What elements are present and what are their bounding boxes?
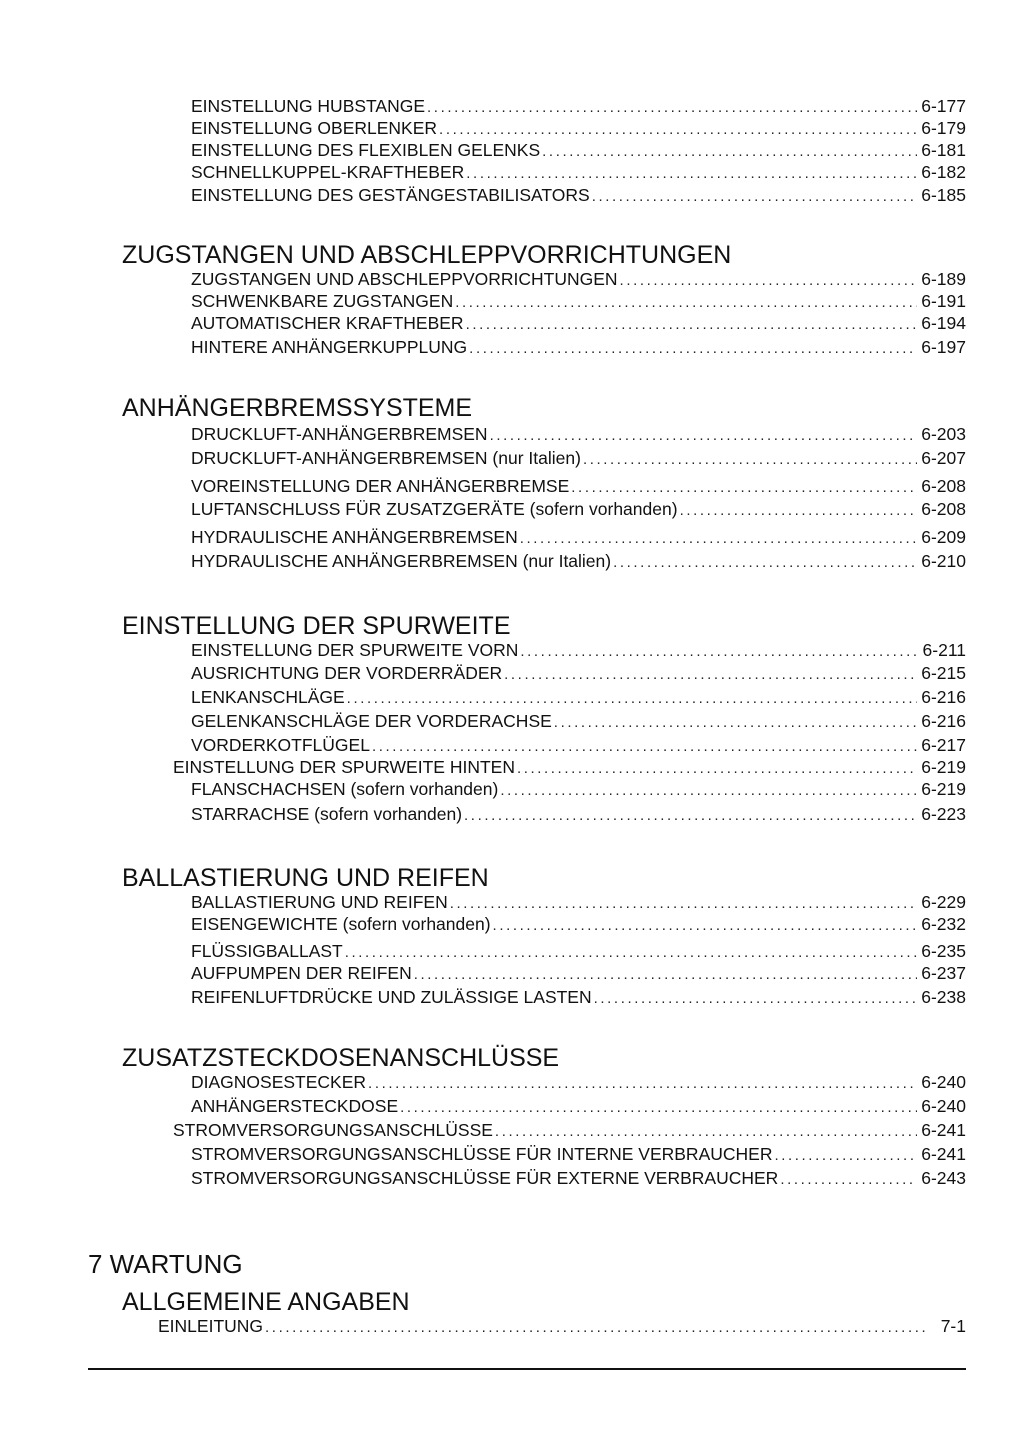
toc-entry-title: FLÜSSIGBALLAST bbox=[191, 941, 343, 961]
toc-entry-title: GELENKANSCHLÄGE DER VORDERACHSE bbox=[191, 711, 552, 731]
toc-entry-title: FLANSCHACHSEN (sofern vorhanden) bbox=[191, 779, 499, 799]
toc-entry-page: 6-211 bbox=[922, 640, 966, 660]
dot-leader bbox=[400, 1097, 917, 1117]
toc-entry[interactable] bbox=[191, 913, 966, 935]
toc-entry-page: 6-207 bbox=[921, 448, 966, 468]
toc-entry[interactable] bbox=[173, 1119, 966, 1141]
toc-entry-page: 6-223 bbox=[921, 804, 966, 824]
toc-entry-page: 6-241 bbox=[921, 1120, 966, 1140]
dot-leader bbox=[620, 270, 918, 290]
toc-entry-title: REIFENLUFTDRÜCKE UND ZULÄSSIGE LASTEN bbox=[191, 987, 592, 1007]
toc-entry-title: ANHÄNGERSTECKDOSE bbox=[191, 1096, 399, 1116]
toc-entry-page: 6-189 bbox=[921, 269, 966, 289]
toc-entry-page: 6-232 bbox=[921, 914, 966, 934]
dot-leader bbox=[594, 988, 918, 1008]
toc-entry-title: BALLASTIERUNG UND REIFEN bbox=[191, 892, 448, 912]
toc-entry[interactable] bbox=[191, 1095, 966, 1117]
toc-entry[interactable] bbox=[191, 940, 966, 962]
dot-leader bbox=[592, 186, 918, 206]
toc-entry-page: 6-177 bbox=[921, 96, 966, 116]
section-heading[interactable]: ALLGEMEINE ANGABEN bbox=[122, 1288, 410, 1316]
footer-rule bbox=[88, 1368, 966, 1370]
toc-entry[interactable] bbox=[191, 290, 966, 312]
toc-entry-title: ZUGSTANGEN UND ABSCHLEPPVORRICHTUNGEN bbox=[191, 269, 618, 289]
toc-entry-page: 6-210 bbox=[921, 551, 966, 571]
toc-entry-title: AUSRICHTUNG DER VORDERRÄDER bbox=[191, 663, 503, 683]
chapter-title[interactable]: 7 WARTUNG bbox=[88, 1249, 243, 1279]
toc-entry[interactable] bbox=[191, 498, 966, 520]
section-heading[interactable]: ZUGSTANGEN UND ABSCHLEPPVORRICHTUNGEN bbox=[122, 241, 732, 269]
section-heading[interactable]: ANHÄNGERBREMSSYSTEME bbox=[122, 394, 473, 422]
toc-entry-page: 6-182 bbox=[921, 162, 966, 182]
toc-entry[interactable] bbox=[191, 1167, 966, 1189]
dot-leader bbox=[680, 500, 918, 520]
toc-entry[interactable] bbox=[191, 268, 966, 290]
dot-leader bbox=[495, 1121, 917, 1141]
toc-entry-page: 6-240 bbox=[921, 1072, 966, 1092]
toc-entry-title: EINSTELLUNG OBERLENKER bbox=[191, 118, 438, 138]
toc-entry[interactable] bbox=[191, 526, 966, 548]
toc-entry-page: 6-179 bbox=[921, 118, 966, 138]
toc-entry-page: 6-241 bbox=[921, 1144, 966, 1164]
toc-entry[interactable] bbox=[191, 686, 966, 708]
toc-entry[interactable] bbox=[191, 550, 966, 572]
dot-leader bbox=[439, 119, 917, 139]
toc-entry[interactable] bbox=[191, 161, 966, 183]
toc-entry-title: AUFPUMPEN DER REIFEN bbox=[191, 963, 412, 983]
dot-leader bbox=[554, 712, 917, 732]
toc-entry-title: VOREINSTELLUNG DER ANHÄNGERBREMSE bbox=[191, 476, 570, 496]
toc-entry-page: 6-237 bbox=[921, 963, 966, 983]
toc-entry[interactable] bbox=[191, 139, 966, 161]
toc-entry-title: AUTOMATISCHER KRAFTHEBER bbox=[191, 313, 464, 333]
toc-entry[interactable] bbox=[191, 986, 966, 1008]
toc-entry-page: 6-240 bbox=[921, 1096, 966, 1116]
toc-entry-title: STARRACHSE (sofern vorhanden) bbox=[191, 804, 463, 824]
toc-entry[interactable] bbox=[191, 891, 966, 913]
dot-leader bbox=[414, 964, 918, 984]
toc-entry-title: SCHWENKBARE ZUGSTANGEN bbox=[191, 291, 454, 311]
toc-entry-title: LUFTANSCHLUSS FÜR ZUSATZGERÄTE (sofern vorhanden) bbox=[191, 499, 678, 519]
toc-entry-page: 6-238 bbox=[921, 987, 966, 1007]
dot-leader bbox=[345, 942, 918, 962]
dot-leader bbox=[504, 664, 917, 684]
dot-leader bbox=[500, 780, 917, 800]
toc-entry[interactable] bbox=[191, 95, 966, 117]
dot-leader bbox=[613, 552, 917, 572]
toc-entry[interactable] bbox=[191, 184, 966, 206]
dot-leader bbox=[368, 1073, 917, 1093]
toc-entry-title: SCHNELLKUPPEL-KRAFTHEBER bbox=[191, 162, 465, 182]
toc-entry-page: 6-243 bbox=[921, 1168, 966, 1188]
toc-entry-title: STROMVERSORGUNGSANSCHLÜSSE bbox=[173, 1120, 493, 1140]
dot-leader bbox=[466, 163, 917, 183]
dot-leader bbox=[583, 449, 917, 469]
toc-entry[interactable] bbox=[191, 312, 966, 334]
dot-leader bbox=[493, 915, 918, 935]
toc-entry-page: 6-203 bbox=[921, 424, 966, 444]
toc-entry-title: EINSTELLUNG DER SPURWEITE HINTEN bbox=[173, 757, 515, 777]
section-heading[interactable]: BALLASTIERUNG UND REIFEN bbox=[122, 864, 489, 892]
toc-entry-title: EINSTELLUNG DES GESTÄNGESTABILISATORS bbox=[191, 185, 590, 205]
toc-entry-title: EINLEITUNG bbox=[158, 1316, 264, 1336]
toc-entry[interactable] bbox=[158, 1315, 966, 1337]
toc-entry-page: 6-208 bbox=[921, 499, 966, 519]
toc-entry[interactable] bbox=[191, 423, 966, 445]
toc-entry-page: 6-235 bbox=[921, 941, 966, 961]
toc-entry-page: 6-181 bbox=[921, 140, 966, 160]
toc-entry-page: 6-229 bbox=[921, 892, 966, 912]
toc-entry-page: 6-185 bbox=[921, 185, 966, 205]
toc-entry-title: STROMVERSORGUNGSANSCHLÜSSE FÜR INTERNE VERBRAUCHER bbox=[191, 1144, 773, 1164]
toc-entry-page: 6-219 bbox=[921, 779, 966, 799]
toc-entry-page: 6-216 bbox=[921, 711, 966, 731]
dot-leader bbox=[427, 97, 917, 117]
toc-entry-page: 6-216 bbox=[921, 687, 966, 707]
dot-leader bbox=[464, 805, 917, 825]
dot-leader bbox=[517, 758, 917, 778]
toc-entry-title: STROMVERSORGUNGSANSCHLÜSSE FÜR EXTERNE VERBRAUCHER bbox=[191, 1168, 779, 1188]
toc-entry[interactable] bbox=[191, 734, 966, 756]
toc-entry[interactable] bbox=[191, 117, 966, 139]
toc-entry-title: EINSTELLUNG DER SPURWEITE VORN bbox=[191, 640, 519, 660]
dot-leader bbox=[490, 425, 918, 445]
toc-entry-page: 6-209 bbox=[921, 527, 966, 547]
toc-entry-page: 6-197 bbox=[921, 337, 966, 357]
toc-entry-page: 6-217 bbox=[921, 735, 966, 755]
toc-entry-page: 6-194 bbox=[921, 313, 966, 333]
toc-entry-title: HINTERE ANHÄNGERKUPPLUNG bbox=[191, 337, 468, 357]
toc-entry-title: VORDERKOTFLÜGEL bbox=[191, 735, 370, 755]
toc-entry-title: DIAGNOSESTECKER bbox=[191, 1072, 367, 1092]
dot-leader bbox=[466, 314, 918, 334]
toc-entry[interactable] bbox=[191, 803, 966, 825]
toc-entry[interactable] bbox=[191, 639, 966, 661]
toc-entry[interactable] bbox=[191, 1071, 966, 1093]
toc-entry[interactable] bbox=[191, 962, 966, 984]
dot-leader bbox=[571, 477, 917, 497]
dot-leader bbox=[450, 893, 918, 913]
toc-entry-title: LENKANSCHLÄGE bbox=[191, 687, 345, 707]
dot-leader bbox=[347, 688, 918, 708]
toc-entry-page: 6-191 bbox=[921, 291, 966, 311]
toc-entry-title: DRUCKLUFT-ANHÄNGERBREMSEN bbox=[191, 424, 488, 444]
dot-leader bbox=[469, 338, 917, 358]
toc-entry-page: 6-208 bbox=[921, 476, 966, 496]
dot-leader bbox=[520, 528, 918, 548]
toc-entry-title: EINSTELLUNG HUBSTANGE bbox=[191, 96, 426, 116]
toc-entry[interactable] bbox=[191, 778, 966, 800]
toc-entry-page: 6-219 bbox=[921, 757, 966, 777]
toc-entry-title: EINSTELLUNG DES FLEXIBLEN GELENKS bbox=[191, 140, 541, 160]
section-heading[interactable]: EINSTELLUNG DER SPURWEITE bbox=[122, 612, 511, 640]
toc-entry-page: 7-1 bbox=[940, 1316, 966, 1336]
toc-entry[interactable] bbox=[191, 475, 966, 497]
toc-entry[interactable] bbox=[191, 447, 966, 469]
toc-entry-page: 6-215 bbox=[921, 663, 966, 683]
toc-entry[interactable] bbox=[191, 710, 966, 732]
toc-entry[interactable] bbox=[191, 1143, 966, 1165]
dot-leader bbox=[542, 141, 917, 161]
toc-entry[interactable] bbox=[191, 662, 966, 684]
dot-leader bbox=[780, 1169, 917, 1189]
toc-entry-title: EISENGEWICHTE (sofern vorhanden) bbox=[191, 914, 491, 934]
toc-entry[interactable] bbox=[173, 756, 966, 778]
toc-entry[interactable] bbox=[191, 336, 966, 358]
toc-entry-title: DRUCKLUFT-ANHÄNGERBREMSEN (nur Italien) bbox=[191, 448, 581, 468]
dot-leader bbox=[455, 292, 917, 312]
toc-entry-title: HYDRAULISCHE ANHÄNGERBREMSEN (nur Italien) bbox=[191, 551, 612, 571]
dot-leader bbox=[520, 641, 918, 661]
section-heading[interactable]: ZUSATZSTECKDOSENANSCHLÜSSE bbox=[122, 1044, 560, 1072]
toc-entry-title: HYDRAULISCHE ANHÄNGERBREMSEN bbox=[191, 527, 518, 547]
dot-leader bbox=[265, 1317, 927, 1337]
dot-leader bbox=[372, 736, 917, 756]
dot-leader bbox=[774, 1145, 917, 1165]
